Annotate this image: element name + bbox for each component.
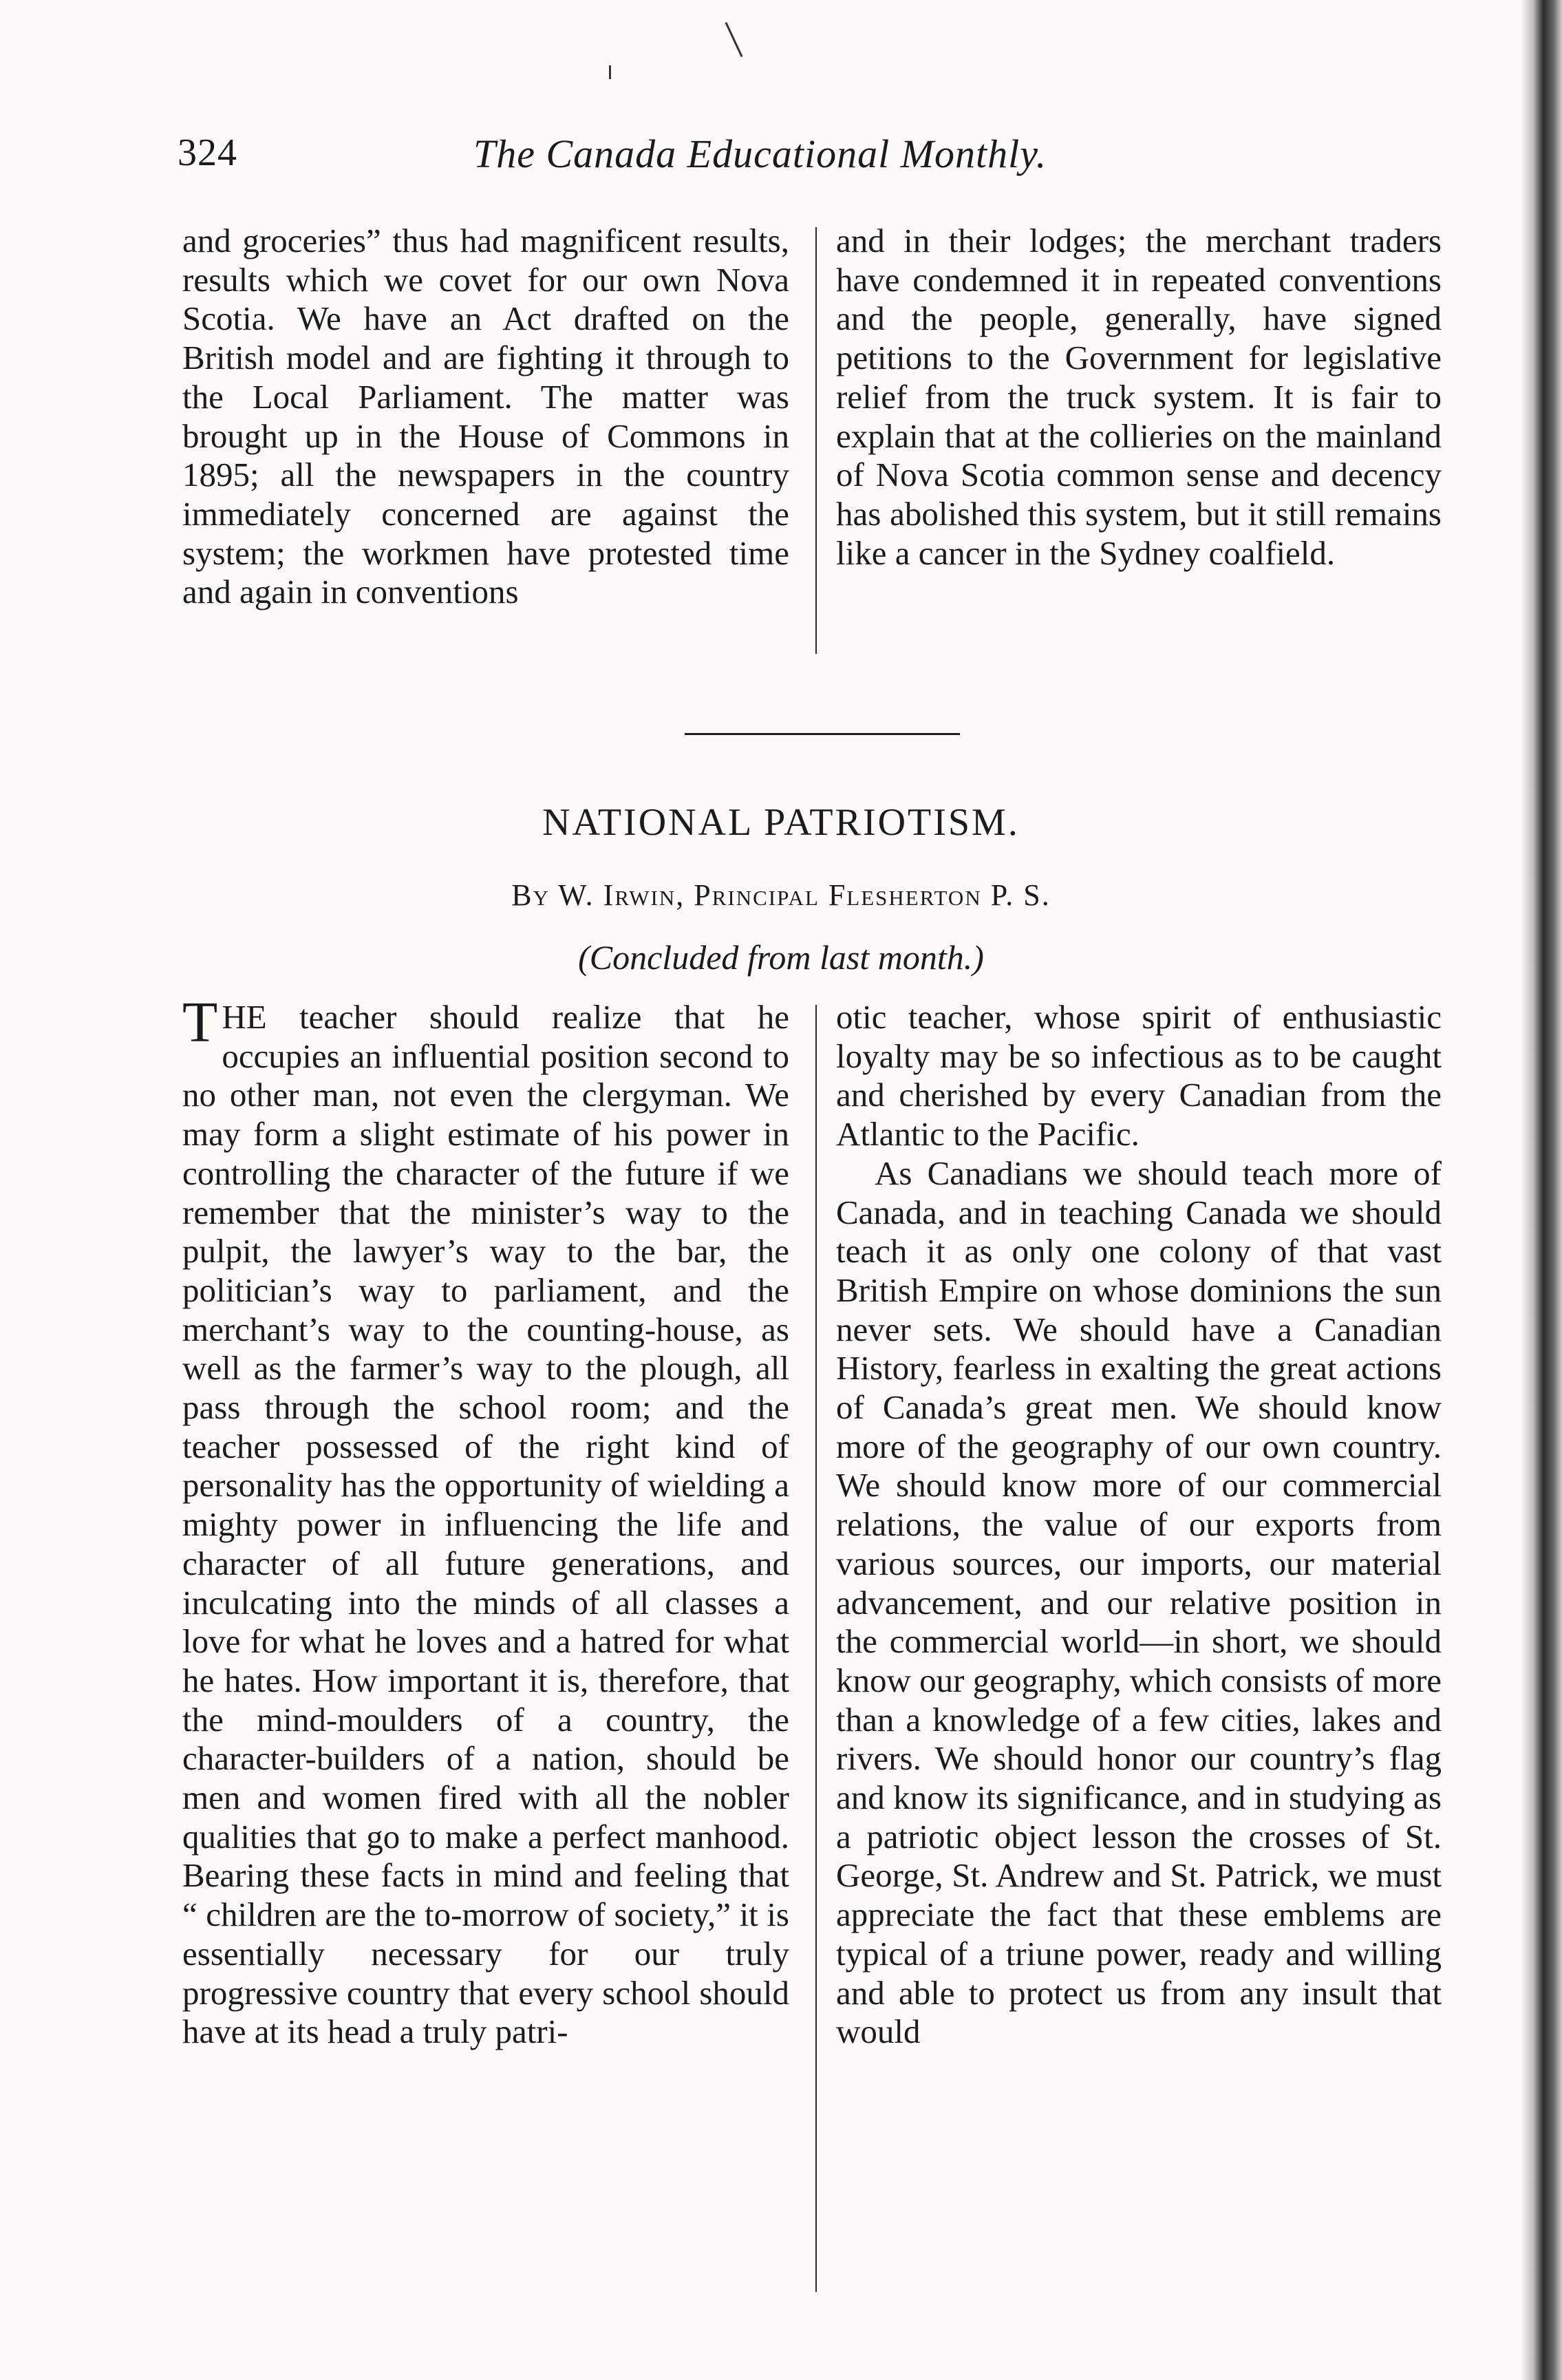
- article-left-column: [182, 990, 789, 2052]
- article-title: NATIONAL PATRIOTISM.: [542, 801, 1020, 844]
- article-right-paragraph-1: otic teacher, whose spirit of enthusiastic loyalty may be so infectious as to be caught and cherished by every Canadian from the Atlantic to the Pacific.: [836, 998, 1442, 1154]
- article-byline: By W. Irwin, Principal Flesherton P. S.: [511, 878, 1051, 912]
- running-title: The Canada Educational Monthly.: [473, 131, 1047, 176]
- page-header: [178, 131, 1457, 193]
- article-note: (Concluded from last month.): [578, 938, 984, 977]
- scan-speck: [609, 65, 611, 79]
- drop-cap-letter: T: [182, 990, 218, 1054]
- article-right-column: [836, 998, 1442, 2052]
- section-divider: [685, 733, 960, 735]
- page-number: 324: [178, 131, 237, 174]
- column-rule-top: [815, 227, 817, 654]
- column-rule-bottom: [815, 1005, 817, 2292]
- scan-speck: [725, 22, 743, 57]
- article-left-text: HE teacher should realize that he occupies an influential position second to no other man, not even the clergyman. We may form a slight estimate of his power in controlling the character of the future if we remember that the minister’s way to the pulpit, the lawyer’s way to the bar, the politician’s way to parliament, and the merchant’s way to the counting-house, as well as the farmer’s way to the plough, all pass through the school room; and the teacher possessed of the right kind of personality has the opportunity of wielding a mighty power in influencing the life and character of all future generations, and inculcating into the minds of all classes a love for what he loves and a hatred for what he hates. How important it is, therefore, that the mind-moulders of a country, the character-builders of a nation, should be men and women fired with all the nobler qualities that go to make a perfect manhood. Bearing these facts in mind and feeling that “ children are the to-morrow of society,” it is essentially necessary for our truly progressive country that every school should have at its head a truly patri-: [182, 998, 789, 2051]
- article-left-paragraph: [182, 990, 789, 2052]
- article-right-paragraph-2: As Canadians we should teach more of Canada, and in teaching Canada we should teach it as only one colony of that vast British Empire on whose dominions the sun never sets. We should have a Canadian History, fearless in exalting the great actions of Canada’s great men. We should know more of the geography of our own country. We should know more of our commercial relations, the value of our exports from various sources, our imports, our material advancement, and our relative position in the commercial world—in short, we should know our geography, which consists of more than a knowledge of a few cities, lakes and rivers. We should honor our country’s flag and know its significance, and in studying as a patriotic object lesson the crosses of St. George, St. Andrew and St. Patrick, we must appreciate the fact that these emblems are typical of a triune power, ready and willing and able to protect us from any insult that would: [836, 1154, 1442, 2051]
- previous-article-right-text: and in their lodges; the merchant traders have condemned it in repeated conventions and the people, generally, have signed petitions to the Government for legislative relief from the truck system. It is fair to explain that at the collieries on the mainland of Nova Scotia common sense and decency has abolished this system, but it still remains like a cancer in the Sydney coalfield.: [836, 222, 1442, 572]
- previous-article-right-column: [836, 222, 1442, 573]
- previous-article-left-text: and groceries” thus had magnificent results, results which we covet for our own Nova Scotia. We have an Act drafted on the British model and are fighting it through to the Local Parliament. The matter was brought up in the House of Commons in 1895; all the newspapers in the country immediately concerned are against the system; the workmen have protested time and again in conventions: [182, 222, 789, 611]
- scan-binding-edge: [1521, 0, 1562, 2380]
- previous-article-left-column: [182, 222, 789, 612]
